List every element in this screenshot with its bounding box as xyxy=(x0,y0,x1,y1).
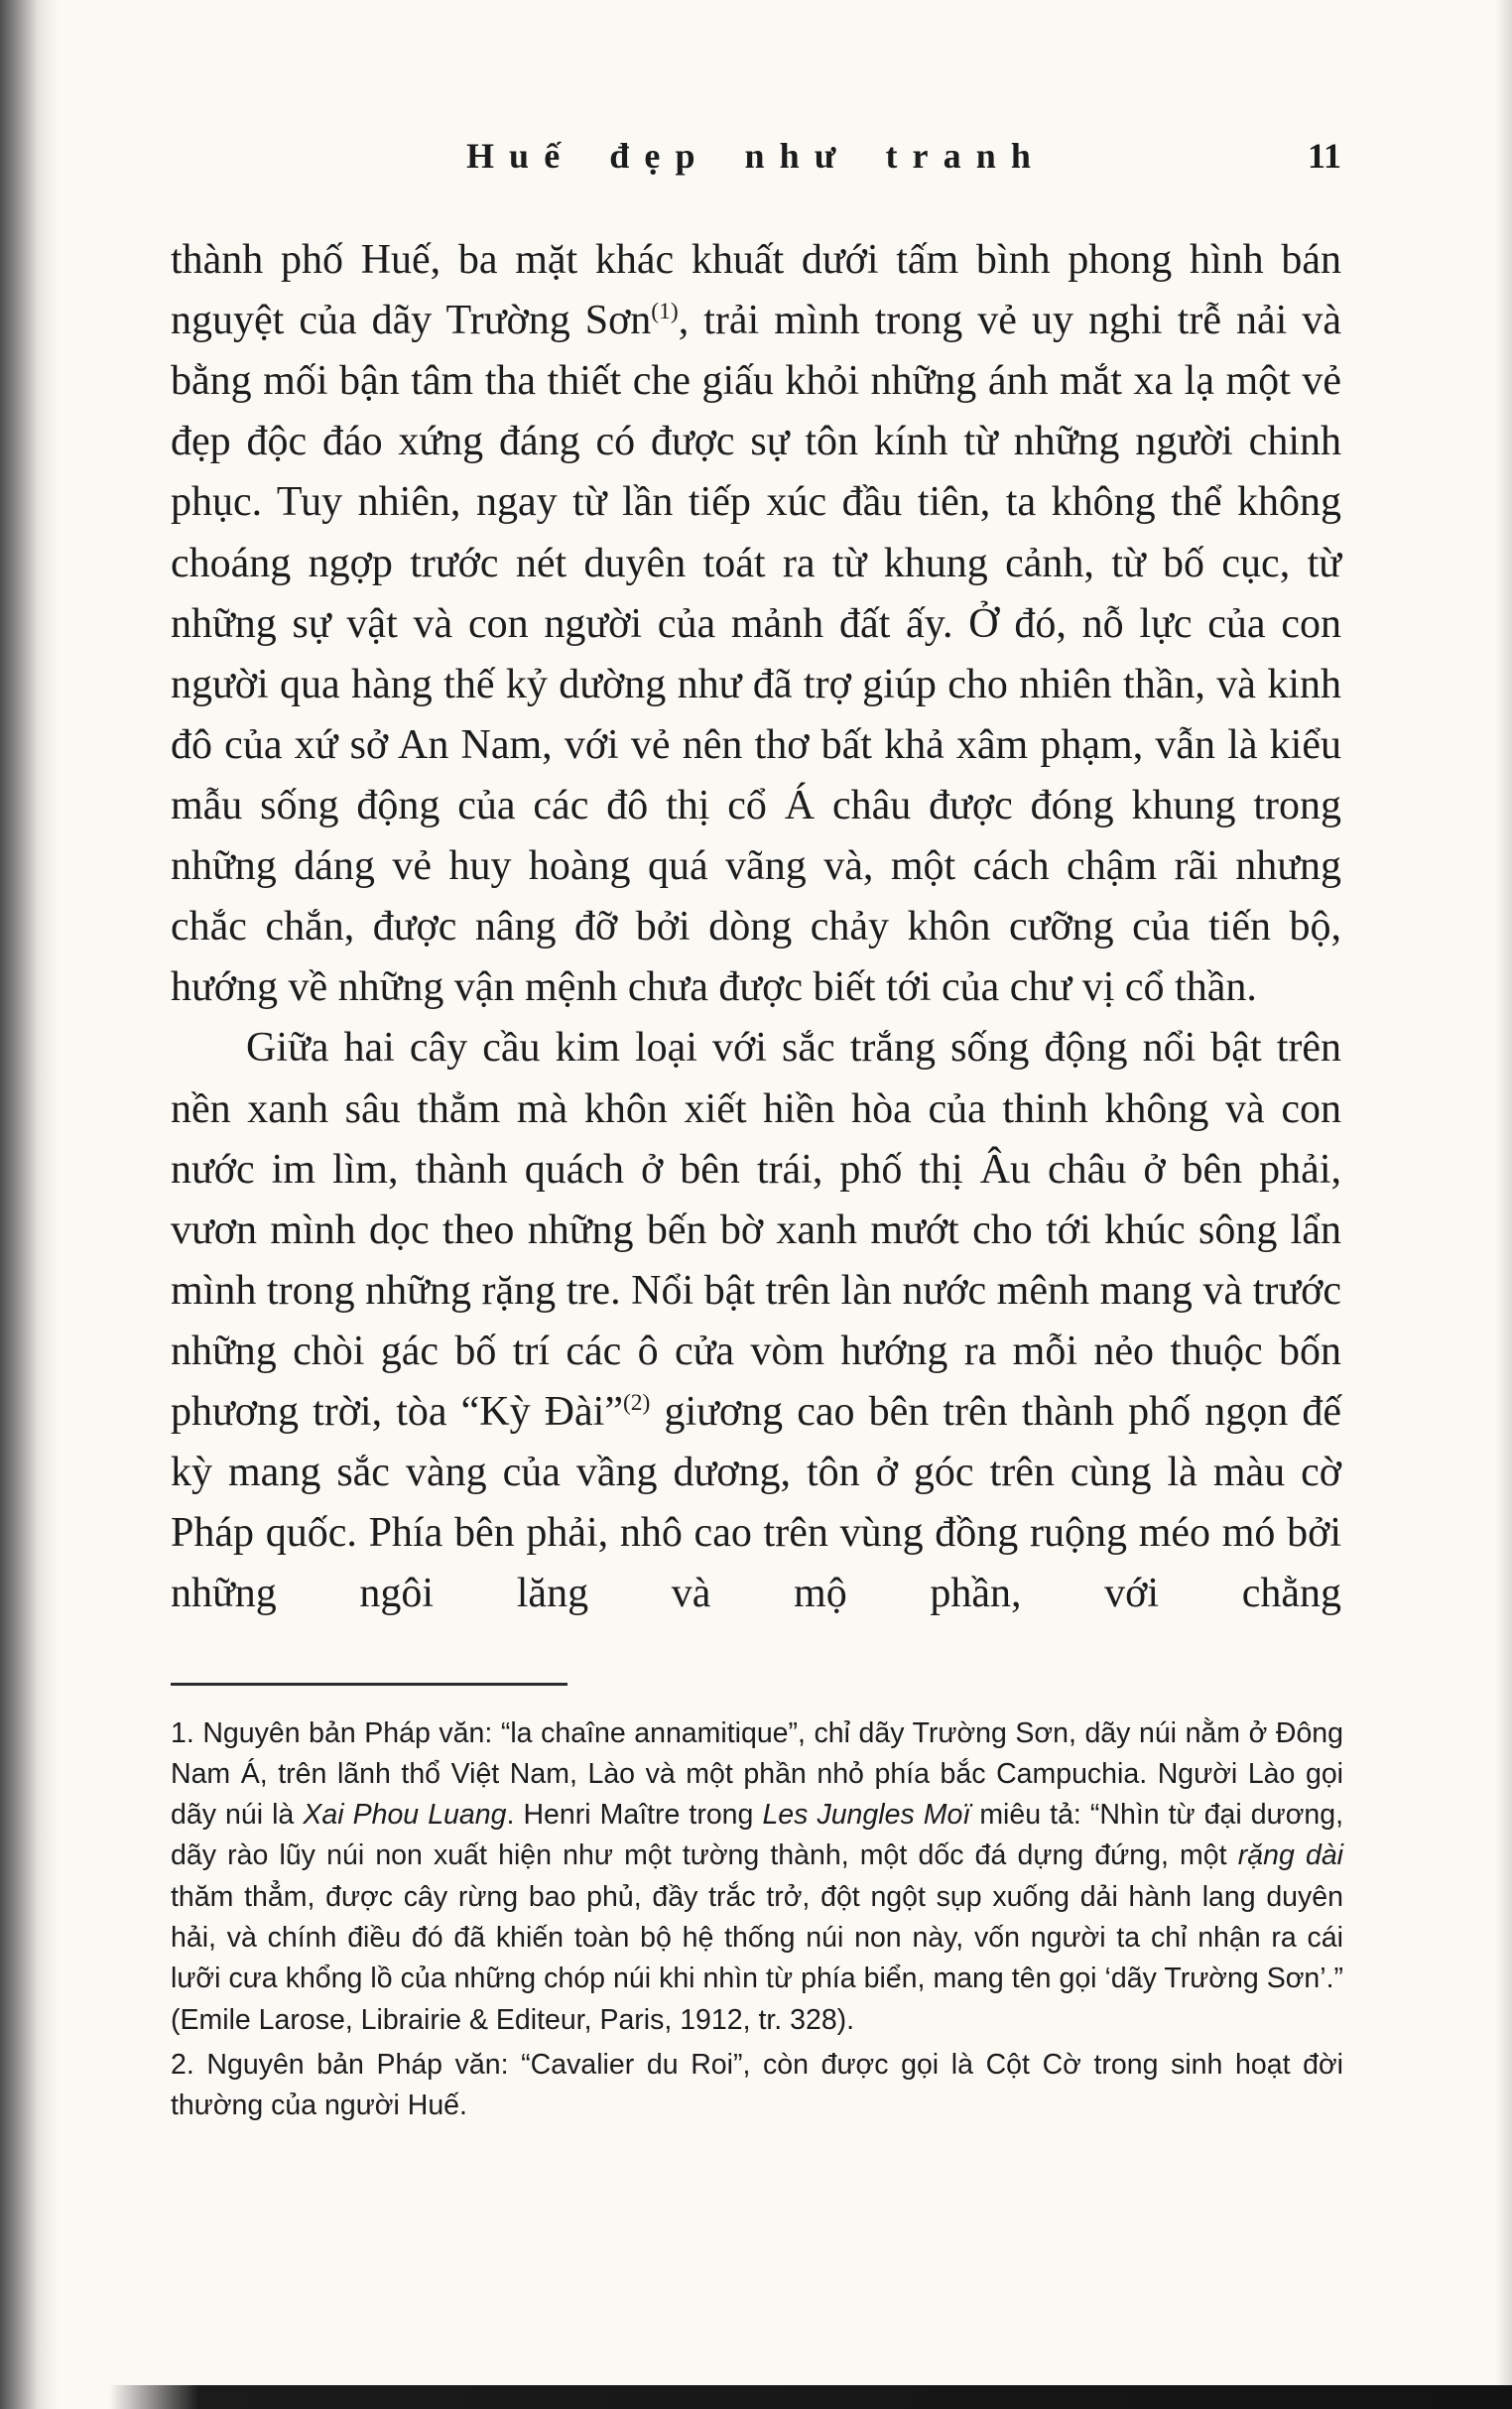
footnote-item xyxy=(171,1713,1343,2042)
page-header xyxy=(171,0,1341,177)
paragraph xyxy=(171,230,1341,1018)
text-run: giương cao bên trên thành phố ngọn đế kỳ mang sắc vàng của vầng dương, tôn ở góc trên cùng là màu cờ Pháp quốc. Phía bên phải, nhô cao trên vùng đồng ruộng méo mó bởi những ngôi lăng và mộ phần, với chằng xyxy=(171,1389,1341,1617)
text-run: , trải mình trong vẻ uy nghi trễ nải và bằng mối bận tâm tha thiết che giấu khỏi những ánh mắt xa lạ một vẻ đẹp độc đáo xứng đáng có được sự tôn kính từ những người chinh phục. Tuy nhiên, ngay từ lần tiếp xúc đầu tiên, ta không thể không choáng ngợp trước nét duyên toát ra từ khung cảnh, từ bố cục, từ những sự vật và con người của mảnh đất ấy. Ở đó, nỗ lực của con người qua hàng thế kỷ dường như đã trợ giúp cho nhiên thần, và kinh đô của xứ sở An Nam, với vẻ nên thơ bất khả xâm phạm, vẫn là kiểu mẫu sống động của các đô thị cổ Á châu được đóng khung trong những dáng vẻ huy hoàng quá vãng và, một cách chậm rãi nhưng chắc chắn, được nâng đỡ bởi dòng chảy khôn cưỡng của tiến bộ, hướng về những vận mệnh chưa được biết tới của chư vị cổ thần. xyxy=(171,298,1341,1011)
text-run: miêu tả: “Nhìn từ đại dương, dãy rào lũy núi non xuất hiện như một tường thành, một dốc đá dựng đứng, một xyxy=(171,1799,1344,1872)
scan-shadow-right xyxy=(1496,0,1512,2409)
running-title: Huế đẹp như tranh xyxy=(465,136,1047,176)
paragraph xyxy=(171,1018,1341,1624)
footnote-item xyxy=(171,2045,1343,2127)
text-run: 2. Nguyên bản Pháp văn: “Cavalier du Roi”, còn được gọi là Cột Cờ trong sinh hoạt đời thường của người Huế. xyxy=(171,2049,1343,2122)
footnote-marker: (1) xyxy=(651,299,679,325)
text-run: thăm thẳm, được cây rừng bao phủ, đầy trắc trở, đột ngột sụp xuống dải hành lang duyên hải, và chính điều đó đã khiến toàn bộ hệ thống núi non này, vốn người ta chỉ nhận ra cái lưỡi cưa khổng lồ của những chóp núi khi nhìn từ phía biển, mang tên gọi ‘dãy Trường Sơn’.” (Emile Larose, Librairie & Editeur, Paris, 1912, tr. 328). xyxy=(171,1880,1343,2036)
text-run: Les Jungles Moï xyxy=(762,1799,971,1832)
scan-shadow-bottom xyxy=(109,2385,1512,2409)
scan-shadow-left xyxy=(0,0,58,2409)
text-run: thành phố Huế, ba mặt khác khuất dưới tấm bình phong hình bán nguyệt của dãy Trường Sơn xyxy=(171,237,1341,344)
text-run: Giữa hai cây cầu kim loại với sắc trắng sống động nổi bật trên nền xanh sâu thẳm mà khôn xiết hiền hòa của thinh không và con nước im lìm, thành quách ở bên trái, phố thị Âu châu ở bên phải, vươn mình dọc theo những bến bờ xanh mướt cho tới khúc sông lẩn mình trong những rặng tre. Nổi bật trên làn nước mênh mang và trước những chòi gác bố trí các ô cửa vòm hướng ra mỗi nẻo thuộc bốn phương trời, tòa “Kỳ Đài” xyxy=(171,1025,1341,1436)
body-text xyxy=(171,230,1341,1625)
text-run: . Henri Maître trong xyxy=(506,1799,763,1832)
footnote-marker: (2) xyxy=(622,1390,651,1417)
page-number: 11 xyxy=(1307,136,1341,176)
footnotes-list xyxy=(171,1713,1343,2127)
footnote-separator xyxy=(171,1683,567,1686)
text-run: rặng dài xyxy=(1237,1839,1344,1872)
text-run: Xai Phou Luang xyxy=(303,1799,507,1832)
text-run: 1. Nguyên bản Pháp văn: “la chaîne annamitique”, chỉ dãy Trường Sơn, dãy núi nằm ở Đông Nam Á, trên lãnh thổ Việt Nam, Lào và một phần nhỏ phía bắc Campuchia. Người Lào gọi dãy núi là xyxy=(171,1716,1343,1832)
